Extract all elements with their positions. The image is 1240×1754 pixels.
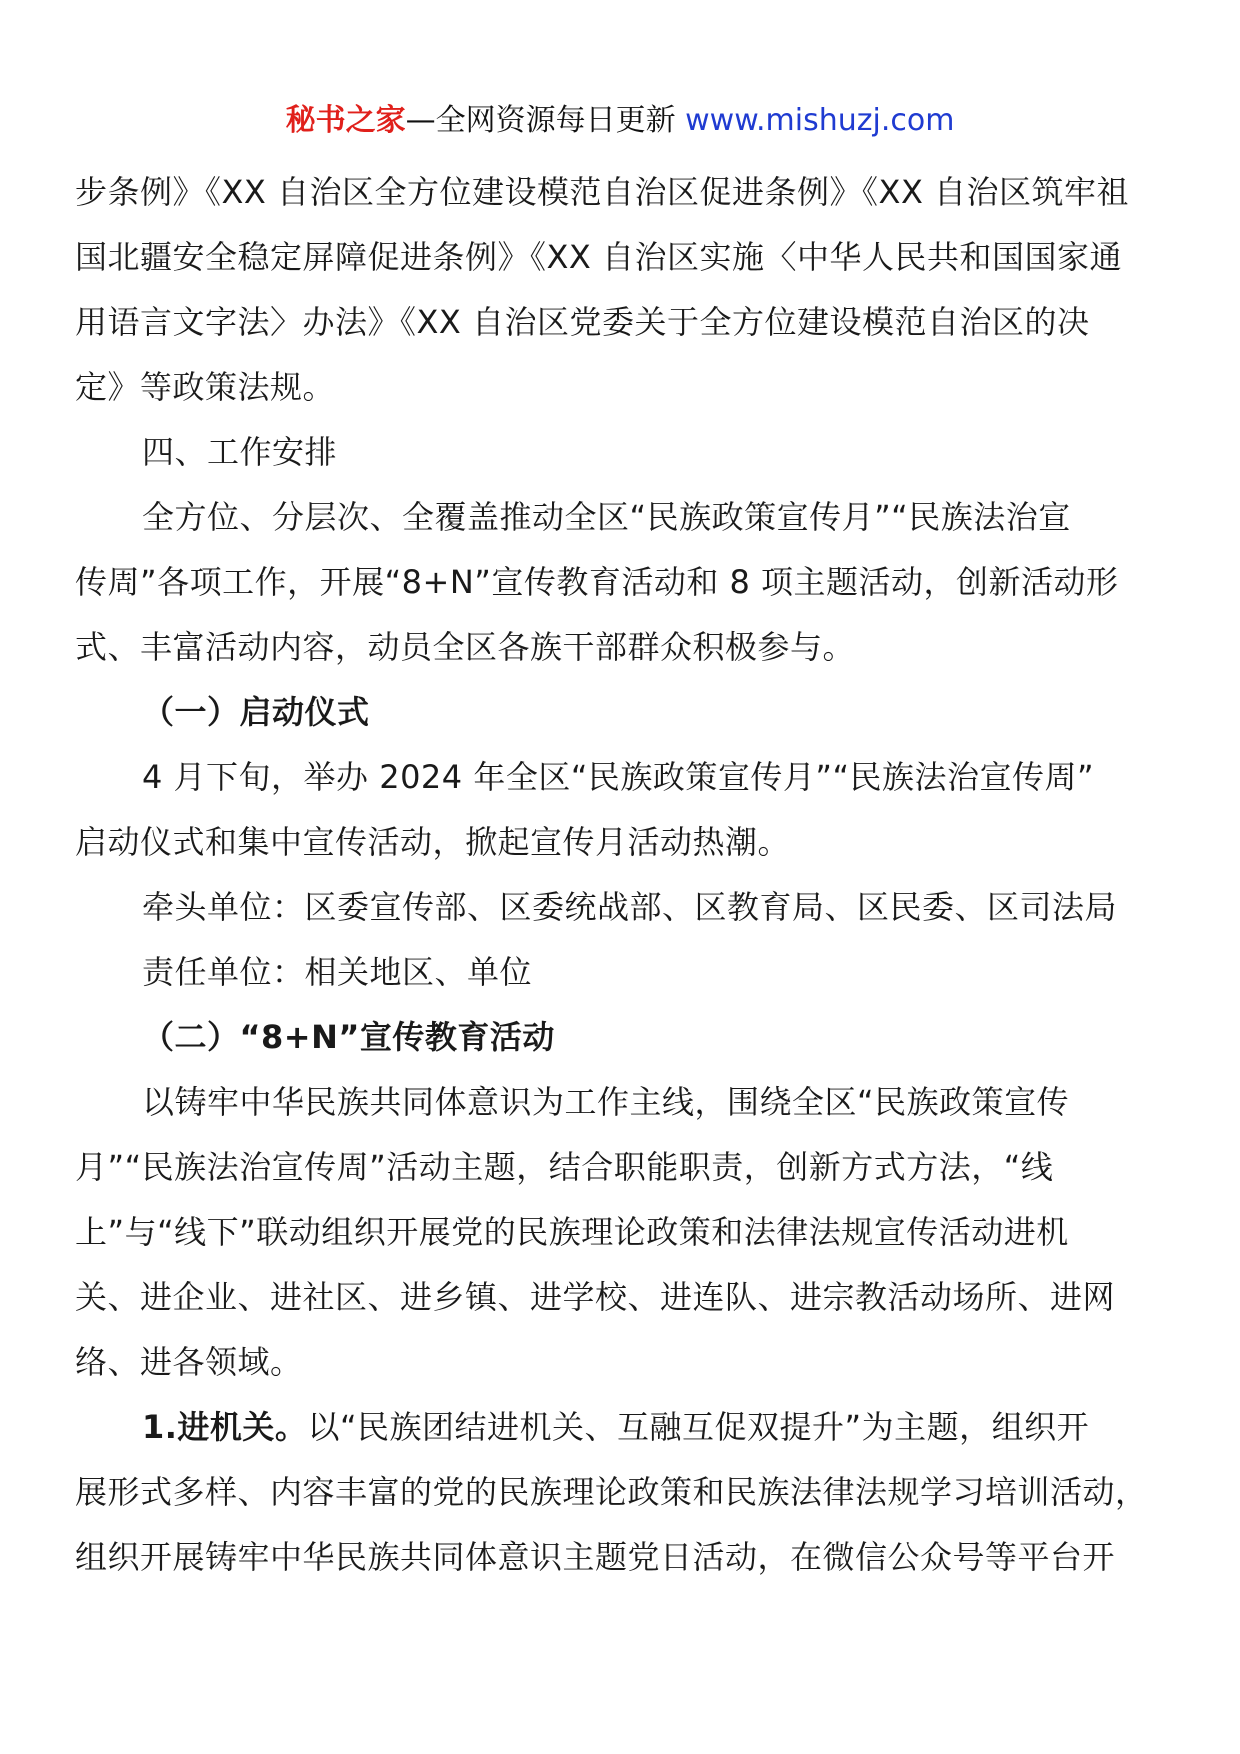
paragraph-line: 络、进各领域。 (75, 1343, 303, 1381)
paragraph-line: 4 月下旬，举办 2024 年全区“民族政策宣传月”“民族法治宣传周” (142, 758, 1095, 796)
paragraph-line: 以铸牢中华民族共同体意识为工作主线，围绕全区“民族政策宣传 (142, 1083, 1070, 1121)
document-body (75, 160, 1165, 1590)
paragraph-line: 用语言文字法〉办法》《XX 自治区党委关于全方位建设模范自治区的决 (75, 303, 1090, 341)
paragraph-line: 定》等政策法规。 (75, 368, 336, 406)
paragraph-line: 步条例》《XX 自治区全方位建设模范自治区促进条例》《XX 自治区筑牢祖 (75, 173, 1130, 211)
paragraph-line: 月”“民族法治宣传周”活动主题，结合职能职责，创新方式方法，“线 (75, 1148, 1054, 1186)
paragraph-line: 传周”各项工作，开展“8+N”宣传教育活动和 8 项主题活动，创新活动形 (75, 563, 1119, 601)
paragraph-line: 上”与“线下”联动组织开展党的民族理论政策和法律法规宣传活动进机 (75, 1213, 1069, 1251)
subsection-heading: （一）启动仪式 (142, 693, 370, 731)
paragraph-line: 式、丰富活动内容，动员全区各族干部群众积极参与。 (75, 628, 856, 666)
paragraph-line: 关、进企业、进社区、进乡镇、进学校、进连队、进宗教活动场所、进网 (75, 1278, 1116, 1316)
responsible-unit-line: 责任单位：相关地区、单位 (142, 953, 533, 991)
paragraph-line: 组织开展铸牢中华民族共同体意识主题党日活动，在微信公众号等平台开 (75, 1538, 1116, 1576)
page-header (0, 101, 1240, 141)
lead-unit-line: 牵头单位：区委宣传部、区委统战部、区教育局、区民委、区司法局 (142, 888, 1118, 926)
subsection-heading: （二）“8+N”宣传教育活动 (142, 1018, 555, 1056)
paragraph-line: 全方位、分层次、全覆盖推动全区“民族政策宣传月”“民族法治宣 (142, 498, 1071, 536)
item-line (75, 1395, 1165, 1460)
item-lead: 1.进机关。 (142, 1408, 308, 1446)
paragraph-line: 展形式多样、内容丰富的党的民族理论政策和民族法律法规学习培训活动， (75, 1473, 1148, 1511)
header-tagline: —全网资源每日更新 (405, 103, 676, 138)
brand-name: 秘书之家 (285, 103, 406, 138)
section-heading: 四、工作安排 (142, 433, 338, 471)
paragraph-line: 国北疆安全稳定屏障促进条例》《XX 自治区实施〈中华人民共和国国家通 (75, 238, 1123, 276)
item-text: 以“民族团结进机关、互融互促双提升”为主题，组织开 (307, 1408, 1090, 1446)
paragraph-line: 启动仪式和集中宣传活动，掀起宣传月活动热潮。 (75, 823, 791, 861)
website-link[interactable]: www.mishuzj.com (685, 103, 955, 138)
